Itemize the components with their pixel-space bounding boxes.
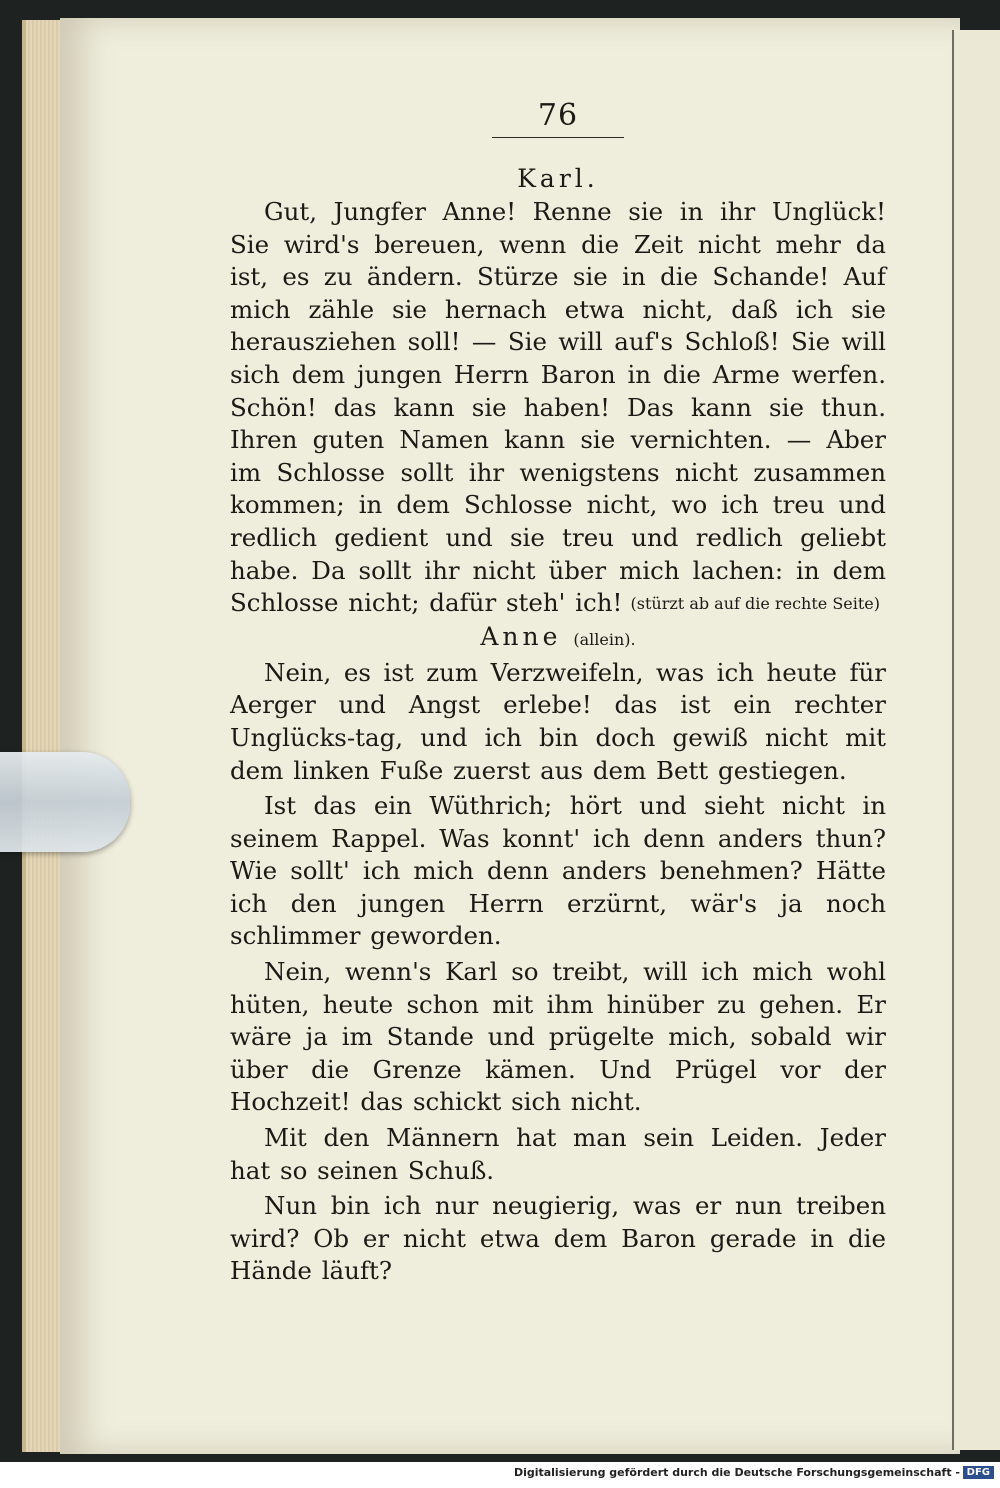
dfg-logo: DFG xyxy=(963,1466,994,1479)
speaker-name-anne: Anne xyxy=(480,621,562,651)
facing-page-edge xyxy=(952,30,1000,1450)
page-clip xyxy=(0,752,130,852)
anne-paragraph: Nein, wenn's Karl so treibt, will ich mich wohl hüten, heute schon mit ihm hinüber zu gehen. Er wäre ja im Stande und prügelte mich, sobald wir über die Grenze kämen. Und Prügel vor der Hochzeit! das schickt sich nicht. xyxy=(230,957,886,1117)
funding-notice: Digitalisierung gefördert durch die Deutsche Forschungsgemeinschaft - xyxy=(513,1466,960,1479)
anne-paragraph: Nun bin ich nur neugierig, was er nun treiben wird? Ob er nicht etwa dem Baron gerade in die Hände läuft? xyxy=(230,1191,886,1286)
speaker-heading-karl: Karl. xyxy=(517,164,599,193)
karl-speech: Gut, Jungfer Anne! Renne sie in ihr Unglück! Sie wird's bereuen, wenn die Zeit nicht mehr da ist, es zu ändern. Stürze sie in die Schande! Auf mich zähle sie hernach etwa nicht, daß ich sie herausziehen soll! — Sie will auf's Schloß! Sie will sich dem jungen Herrn Baron in die Arme werfen. Schön! das kann sie haben! Das kann sie thun. Ihren guten Namen kann sie vernichten. — Aber im Schlosse sollt ihr wenigstens nicht zusammen kommen; in dem Schlosse nicht, wo ich treu und redlich gedient und sie treu und redlich geliebt habe. Da sollt ihr nicht über mich lachen: in dem Schlosse nicht; dafür steh' ich! xyxy=(230,197,886,618)
anne-paragraph: Mit den Männern hat man sein Leiden. Jeder hat so seinen Schuß. xyxy=(230,1123,886,1185)
page-number: 76 xyxy=(537,98,579,133)
page-text-block xyxy=(230,98,886,1288)
stage-direction: (stürzt ab auf die rechte Seite) xyxy=(630,593,880,613)
anne-paragraph: Nein, es ist zum Verzweifeln, was ich heute für Aerger und Angst erlebe! das ist ein rechter Unglücks-tag, und ich bin doch gewiß nicht mit dem linken Fuße zuerst aus dem Bett gestiegen. xyxy=(230,657,886,785)
header-rule xyxy=(492,137,624,138)
speaker-heading-anne xyxy=(230,620,886,657)
speaker-note-anne: (allein). xyxy=(573,629,636,649)
anne-paragraph: Ist das ein Wüthrich; hört und sieht nicht in seinem Rappel. Was konnt' ich denn anders thun? Wie sollt' ich mich denn anders benehmen? Hätte ich den jungen Herrn erzürnt, wär's ja noch schlimmer geworden. xyxy=(230,791,886,951)
